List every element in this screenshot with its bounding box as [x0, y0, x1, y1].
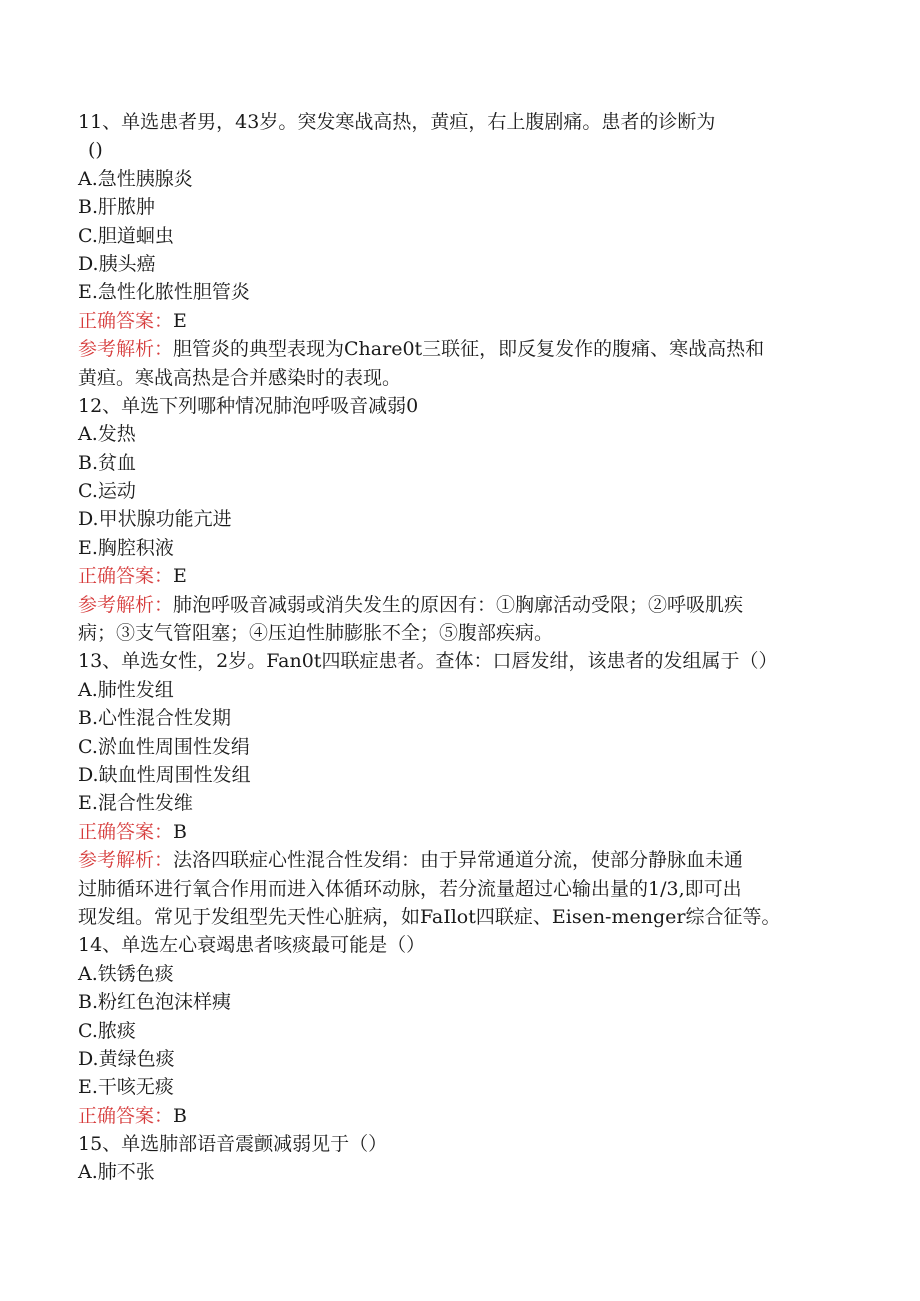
analysis-text: 法洛四联症心性混合性发绢：由于异常通道分流，使部分静脉血未通 [173, 849, 744, 872]
option-e: E.混合性发维 [78, 792, 193, 815]
option-b: B.心性混合性发期 [78, 707, 232, 730]
analysis [78, 335, 848, 363]
correct-answer-label: 正确答案： [78, 820, 174, 843]
analysis-label: 参考解析： [78, 338, 174, 361]
analysis-continued: 黄疸。寒战高热是合并感染时的表现。 [78, 366, 402, 389]
analysis-continued: 过肺循环进行氧合作用而进入体循环动脉，若分流量超过心输出量的1/3,即可出 [78, 877, 742, 900]
question-stem: 13、单选女性，2岁。Fan0t四联症患者。查体：口唇发绀，该患者的发组属于（） [78, 650, 778, 673]
analysis [78, 591, 848, 619]
question-list [78, 108, 848, 1187]
correct-answer-label: 正确答案： [78, 565, 174, 588]
correct-answer [78, 1102, 848, 1130]
correct-answer-value: E [173, 565, 187, 588]
correct-answer-value: E [173, 309, 187, 332]
correct-answer-label: 正确答案： [78, 1104, 174, 1127]
question-stem: 11、单选患者男，43岁。突发寒战高热，黄疸，右上腹剧痛。患者的诊断为 [78, 111, 716, 133]
question-stem: 14、单选左心衰竭患者咳痰最可能是（） [78, 934, 426, 957]
option-c: C.脓痰 [78, 1019, 136, 1042]
correct-answer-value: B [173, 820, 187, 843]
question-stem: 12、单选下列哪种情况肺泡呼吸音减弱0 [78, 394, 419, 417]
answer-blank: () [88, 139, 103, 162]
option-c: C.运动 [78, 480, 136, 503]
option-a: A.铁锈色痰 [78, 962, 174, 985]
correct-answer [78, 818, 848, 846]
analysis-text: 胆管炎的典型表现为Chare0t三联征，即反复发作的腹痛、寒战高热和 [173, 338, 765, 361]
option-b: B.肝脓肿 [78, 196, 156, 219]
option-d: D.缺血性周围性发组 [78, 763, 251, 786]
correct-answer-value: B [173, 1104, 187, 1127]
option-c: C.淤血性周围性发绢 [78, 735, 250, 758]
option-b: B.粉红色泡沫样痍 [78, 991, 232, 1014]
correct-answer [78, 307, 848, 335]
analysis-text: 肺泡呼吸音减弱或消失发生的原因有：①胸廓活动受限；②呼吸肌疾 [173, 593, 744, 616]
analysis-continued: 病；③支气管阻塞；④压迫性肺膨胀不全；⑤腹部疾病。 [78, 622, 554, 645]
question-stem: 15、单选肺部语音震颤减弱见于（） [78, 1133, 388, 1156]
option-a: A.肺不张 [78, 1161, 155, 1184]
analysis [78, 846, 848, 874]
option-e: E.干咳无痰 [78, 1076, 174, 1099]
option-d: D.胰头癌 [78, 252, 156, 275]
option-a: A.肺性发组 [78, 678, 174, 701]
option-d: D.甲状腺功能亢进 [78, 508, 232, 531]
option-a: A.急性胰腺炎 [78, 167, 193, 190]
analysis-continued: 现发组。常见于发组型先天性心脏病，如FaIlot四联症、Eisen-menger综合征等。 [78, 905, 781, 928]
analysis-label: 参考解析： [78, 593, 174, 616]
option-b: B.贫血 [78, 451, 137, 474]
correct-answer-label: 正确答案： [78, 309, 174, 332]
option-a: A.发热 [78, 423, 136, 446]
option-e: E.胸腔积液 [78, 536, 174, 559]
option-c: C.胆道蛔虫 [78, 224, 174, 247]
option-e: E.急性化脓性胆管炎 [78, 281, 250, 304]
analysis-label: 参考解析： [78, 849, 174, 872]
correct-answer [78, 562, 848, 590]
option-d: D.黄绿色痰 [78, 1047, 175, 1070]
